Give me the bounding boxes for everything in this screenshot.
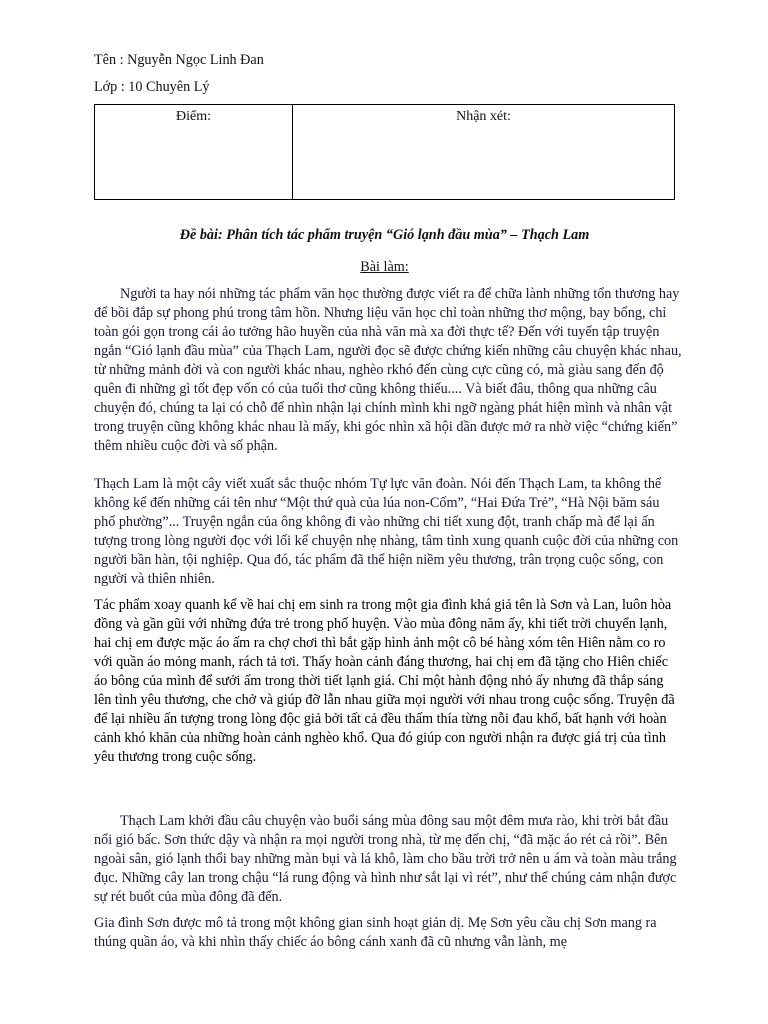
paragraph-1: Người ta hay nói những tác phẩm văn học thường được viết ra để chữa lành những tổn thương hay để bồi đắp sự phong phú trong tâm hồn. Nhưng liệu văn học chỉ toàn những thơ mộng, bay bổng, chỉ toàn gói gọn trong cái ảo tưởng hão huyền của nhà văn mà xa đời thực tế? Đến với tuyển tập truyện ngắn “Gió lạnh đầu mùa” của Thạch Lam, người đọc sẽ được chứng kiến những câu chuyện khác nhau, từ những mảnh đời và con người khác nhau, nghèo rkhó đến cùng cực cũng có, mà giàu sang đến độ quên đi những gì tốt đẹp vốn có của tuổi thơ cũng không thiếu.... Và biết đâu, thông qua những câu chuyện đó, chúng ta lại có chỗ để nhìn nhận lại chính mình khi ngỡ ngàng phát hiện mình và nhân vật trong truyện cũng không khác nhau là mấy, khi góc nhìn xã hội dần được mở ra nhờ việc “chứng kiến” thêm nhiều cuộc đời và số phận. <box>94 286 682 454</box>
student-class: Lớp : 10 Chuyên Lý <box>94 79 210 95</box>
score-label: Điểm: <box>176 109 211 124</box>
grade-table <box>94 104 675 200</box>
essay-heading: Bài làm: <box>360 259 409 275</box>
paragraph-4: Thạch Lam khởi đầu câu chuyện vào buổi sáng mùa đông sau một đêm mưa rào, khi trời bắt đầu nổi gió bấc. Sơn thức dậy và nhận ra mọi người trong nhà, từ mẹ đến chị, “đã mặc áo rét cả rồi”. Bên ngoài sân, gió lạnh thổi bay những màn bụi và lá khô, làm cho bầu trời trở nên u ám và toàn màu trắng đục. Những cây lan trong chậu “lá rung động và hình như sắt lại vì rét”, như thể chúng cảm nhận được sự rét buốt của mùa đông đã đến. <box>94 813 677 905</box>
student-name: Tên : Nguyễn Ngọc Linh Đan <box>94 52 264 68</box>
comment-label: Nhận xét: <box>456 109 511 124</box>
score-cell <box>95 105 293 200</box>
paragraph-3: Tác phẩm xoay quanh kể về hai chị em sinh ra trong một gia đình khá giả tên là Sơn và Lan, luôn hòa đồng và gần gũi với những đứa trẻ trong phố huyện. Vào mùa đông năm ấy, khi tiết trời chuyển lạnh, hai chị em được mặc áo ấm ra chợ chơi thì bắt gặp hình ảnh một cô bé hàng xóm tên Hiên nằm co ro với quần áo mỏng manh, rách tả tơi. Thấy hoàn cảnh đáng thương, hai chị em đã tặng cho Hiên chiếc áo bông của mình để sưởi ấm trong thời tiết lạnh giá. Chỉ một hành động nhỏ ấy nhưng đã thắp sáng lên tình yêu thương, che chở và giúp đỡ lẫn nhau giữa mọi người với nhau trong cuộc sống. Truyện đã để lại nhiều ấn tượng trong lòng độc giả bởi tất cả đều thấm thía từng nỗi đau khổ, bất hạnh với hoàn cảnh khó khăn của những hoàn cảnh nghèo khổ. Qua đó giúp con người nhận ra được giá trị của tình yêu thương trong cuộc sống. <box>94 597 675 765</box>
paragraph-5: Gia đình Sơn được mô tả trong một không gian sinh hoạt giản dị. Mẹ Sơn yêu cầu chị Sơn mang ra thúng quần áo, và khi nhìn thấy chiếc áo bông cánh xanh đã cũ nhưng vẫn lành, mẹ <box>94 915 657 950</box>
paragraph-2: Thạch Lam là một cây viết xuất sắc thuộc nhóm Tự lực văn đoàn. Nói đến Thạch Lam, ta không thể không kể đến những cái tên như “Một thứ quà của lúa non-Cốm”, “Hai Đứa Trẻ”, “Hà Nội băm sáu phố phường”... Truyện ngắn của ông không đi vào những chi tiết xung đột, tranh chấp mà để lại ấn tượng trong lòng người đọc với lối kể chuyện nhẹ nhàng, tâm tình xung quanh cuộc đời của những con người bần hàn, tội nghiệp. Qua đó, tác phẩm đã thể hiện niềm yêu thương, trân trọng cuộc sống, con người và thiên nhiên. <box>94 476 679 587</box>
comment-cell <box>293 105 675 200</box>
assignment-prompt: Đề bài: Phân tích tác phẩm truyện “Gió lạnh đầu mùa” – Thạch Lam <box>179 227 590 243</box>
